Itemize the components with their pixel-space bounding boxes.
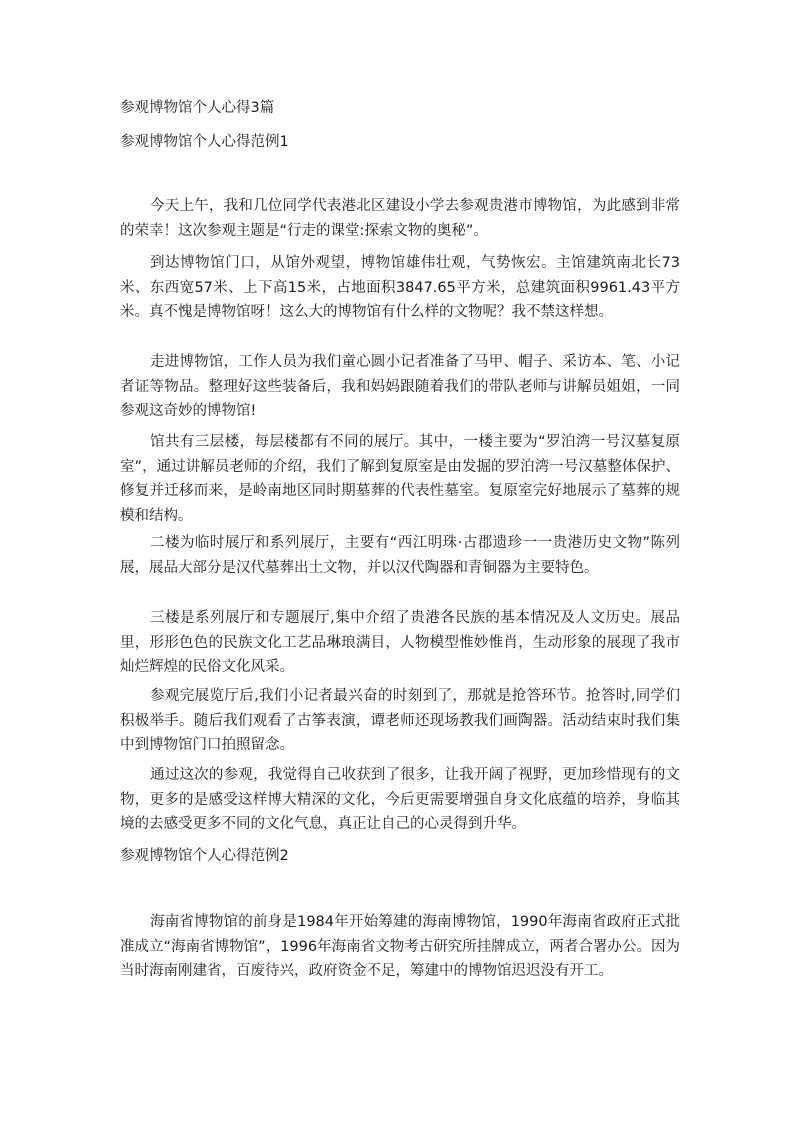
section-2-paragraph-1: 海南省博物馆的前身是1984年开始筹建的海南博物馆，1990年海南省政府正式批准成立“海南省博物馆”，1996年海南省文物考古研究所挂牌成立，两者合署办公。因为当时海南刚建省，百废待兴，政府资金不足，筹建中的博物馆迟迟没有开工。 [120,914,680,979]
section-1-paragraph-8: 通过这次的参观，我觉得自己收获到了很多，让我开阔了视野，更加珍惜现有的文物，更多的是感受这样博大精深的文化，今后更需要增强自身文化底蕴的培养，身临其境的去感受更多不同的文化气息，真正让自己的心灵得到升华。 [120,767,680,832]
section-1-paragraph-3: 走进博物馆，工作人员为我们童心圆小记者准备了马甲、帽子、采访本、笔、小记者证等物品。整理好这些装备后，我和妈妈跟随着我们的带队老师与讲解员姐姐，一同参观这奇妙的博物馆! [120,354,680,419]
section-1-paragraph-2: 到达博物馆门口，从馆外观望，博物馆雄伟壮观，气势恢宏。主馆建筑南北长73米、东西宽57米、上下高15米，占地面积3847.65平方米，总建筑面积9961.43平方米。真不愧是博物馆呀！这么大的博物馆有什么样的文物呢？我不禁这样想。 [120,255,680,320]
section-1-paragraph-7: 参观完展览厅后,我们小记者最兴奋的时刻到了，那就是抢答环节。抢答时,同学们积极举手。随后我们观看了古筝表演，谭老师还现场教我们画陶器。活动结束时我们集中到博物馆门口拍照留念。 [120,688,680,753]
section-1-heading: 参观博物馆个人心得范例1 [120,134,289,150]
section-1-paragraph-5: 二楼为临时展厅和系列展厅，主要有“西江明珠·古郡遗珍一一贵港历史文物”陈列展，展品大部分是汉代墓葬出土文物，并以汉代陶器和青铜器为主要特色。 [120,535,680,576]
document-title: 参观博物馆个人心得3篇 [120,100,275,116]
section-1-paragraph-1: 今天上午，我和几位同学代表港北区建设小学去参观贵港市博物馆，为此感到非常的荣幸！这次参观主题是“行走的课堂:探索文物的奥秘”。 [120,198,680,239]
section-1-paragraph-6: 三楼是系列展厅和专题展厅,集中介绍了贵港各民族的基本情况及人文历史。展品里，形形色色的民族文化工艺品琳琅满目，人物模型惟妙惟肖，生动形象的展现了我市灿烂辉煌的民俗文化风采。 [120,610,680,675]
section-2-heading: 参观博物馆个人心得范例2 [120,848,289,864]
section-1-paragraph-4: 馆共有三层楼，每层楼都有不同的展厅。其中，一楼主要为“罗泊湾一号汉墓复原室”，通过讲解员老师的介绍，我们了解到复原室是由发掘的罗泊湾一号汉墓整体保护、修复并迁移而来，是岭南地区同时期墓葬的代表性墓室。复原室完好地展示了墓葬的规模和结构。 [120,434,680,524]
